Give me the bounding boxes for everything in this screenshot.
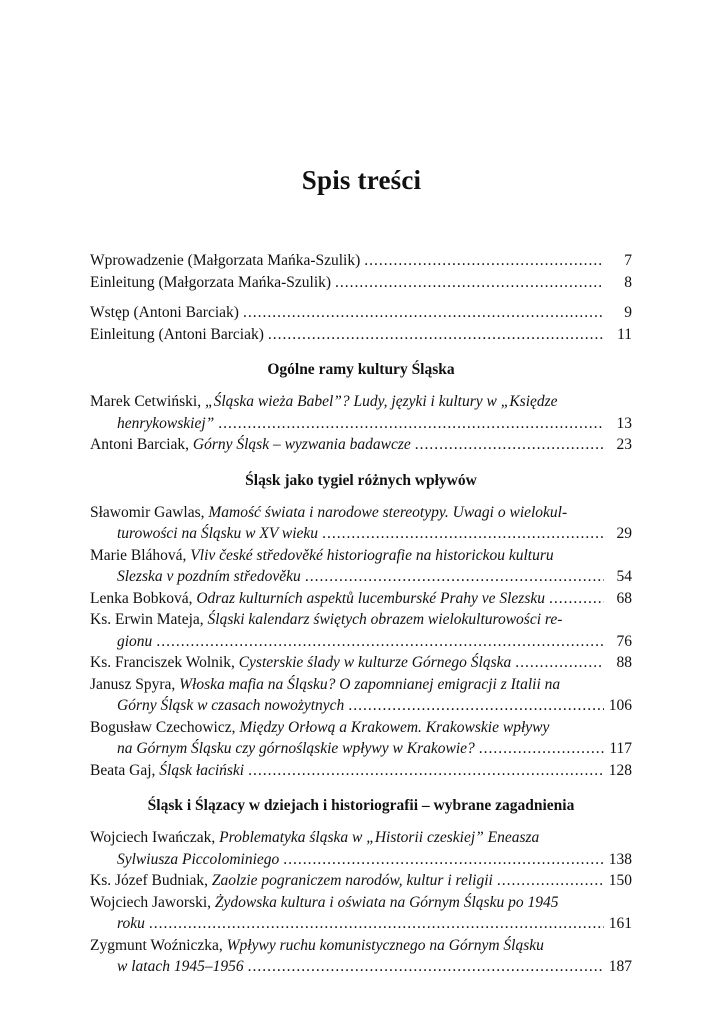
toc-entry-line bbox=[90, 525, 632, 547]
dot-leader bbox=[549, 590, 604, 608]
dot-leader bbox=[268, 326, 604, 344]
dot-leader bbox=[283, 851, 604, 869]
toc-entry-line bbox=[90, 547, 632, 569]
toc-entry-line bbox=[90, 611, 632, 633]
entry-author: Bogusław Czechowicz, bbox=[90, 718, 240, 736]
toc-entry[interactable] bbox=[90, 274, 632, 296]
page-number: 187 bbox=[608, 958, 632, 975]
page-number: 29 bbox=[616, 525, 632, 542]
table-of-contents bbox=[90, 252, 632, 980]
toc-entry-text bbox=[90, 872, 493, 890]
toc-entry-line bbox=[90, 252, 632, 274]
entry-title: Górny Śląsk – wyzwania badawcze bbox=[192, 436, 411, 453]
toc-entry[interactable] bbox=[90, 393, 632, 436]
toc-entry-text bbox=[90, 937, 544, 955]
toc-entry[interactable] bbox=[90, 676, 632, 719]
dot-leader bbox=[348, 697, 604, 715]
dot-leader bbox=[248, 762, 604, 780]
page-number: 11 bbox=[617, 325, 632, 343]
toc-entry-text bbox=[90, 719, 549, 737]
page-number: 13 bbox=[616, 414, 632, 432]
toc-entry-text bbox=[90, 762, 244, 780]
toc-entry[interactable] bbox=[90, 719, 632, 762]
toc-entry-text bbox=[90, 436, 411, 454]
dot-leader bbox=[218, 415, 604, 433]
toc-entry-line bbox=[90, 851, 632, 873]
toc-entry[interactable] bbox=[90, 304, 632, 326]
entry-title: Włoska mafia na Śląsku? O zapomnianej emigracji z Italii na bbox=[179, 675, 561, 693]
entry-author: Zygmunt Woźniczka, bbox=[90, 936, 227, 954]
toc-entry-text: Wprowadzenie (Małgorzata Mańka-Szulik) bbox=[90, 252, 361, 269]
page-title: Spis treści bbox=[301, 165, 422, 195]
toc-entry[interactable] bbox=[90, 654, 632, 676]
dot-leader bbox=[497, 872, 604, 890]
toc-entry-text bbox=[90, 547, 554, 565]
toc-entry-line bbox=[90, 740, 632, 762]
entry-title: roku bbox=[117, 915, 145, 932]
page-number: 68 bbox=[616, 589, 632, 607]
dot-leader bbox=[248, 958, 604, 976]
section-heading: Śląsk i Ślązacy w dziejach i historiografii – wybrane zagadnienia bbox=[147, 797, 575, 814]
section-heading: Ogólne ramy kultury Śląska bbox=[267, 361, 455, 378]
page-number: 54 bbox=[616, 568, 632, 585]
entry-title: Slezska v pozdním středověku bbox=[117, 568, 301, 585]
entry-title: Żydowska kultura i oświata na Górnym Śląsku po 1945 bbox=[214, 893, 559, 911]
dot-leader bbox=[415, 436, 604, 454]
entry-author: Marek Cetwiński, bbox=[90, 393, 205, 410]
page-number: 7 bbox=[624, 252, 632, 269]
entry-title: Odraz kulturních aspektů lucemburské Prahy ve Slezsku bbox=[196, 589, 545, 607]
toc-entry-text bbox=[90, 894, 558, 912]
entry-author: Beata Gaj, bbox=[90, 761, 160, 779]
toc-entry-line bbox=[90, 568, 632, 590]
toc-entry[interactable] bbox=[90, 547, 632, 590]
toc-entry-text bbox=[90, 676, 560, 694]
toc-entry-text: Einleitung (Antoni Barciak) bbox=[90, 325, 264, 343]
toc-entry-line bbox=[90, 719, 632, 741]
entry-title: Śląsk łaciński bbox=[159, 761, 245, 779]
toc-entry-text bbox=[117, 525, 318, 543]
toc-entry-text bbox=[90, 611, 562, 629]
toc-entry-text bbox=[90, 504, 567, 522]
toc-entry-text bbox=[117, 958, 244, 976]
entry-title: na Górnym Śląsku czy górnośląskie wpływy w Krakowie? bbox=[117, 740, 475, 757]
dot-leader bbox=[305, 568, 604, 586]
entry-title: henrykowskiej” bbox=[117, 414, 215, 432]
toc-entry-text bbox=[90, 654, 511, 672]
toc-entry-line bbox=[90, 326, 632, 348]
entry-title: Między Orłową a Krakowem. Krakowskie wpływy bbox=[239, 718, 550, 736]
toc-entry-line bbox=[90, 872, 632, 894]
entry-author: Wojciech Jaworski, bbox=[90, 893, 215, 911]
toc-entry-line bbox=[90, 504, 632, 526]
entry-author: Janusz Spyra, bbox=[90, 675, 180, 693]
toc-entry-text: Wstęp (Antoni Barciak) bbox=[90, 304, 239, 321]
entry-title: gionu bbox=[117, 632, 153, 650]
entry-title: Sylwiusza Piccolominiego bbox=[117, 850, 280, 868]
dot-leader bbox=[479, 740, 604, 758]
toc-entry-line bbox=[90, 958, 632, 980]
toc-entry-line bbox=[90, 697, 632, 719]
dot-leader bbox=[335, 274, 604, 292]
toc-entry[interactable] bbox=[90, 590, 632, 612]
toc-entry-line bbox=[90, 676, 632, 698]
toc-entry[interactable] bbox=[90, 829, 632, 872]
dot-leader bbox=[322, 525, 604, 543]
toc-entry-line bbox=[90, 393, 632, 415]
toc-entry-line bbox=[90, 633, 632, 655]
dot-leader bbox=[156, 633, 604, 651]
toc-entry[interactable] bbox=[90, 611, 632, 654]
dot-leader bbox=[364, 252, 604, 270]
toc-entry-text bbox=[117, 633, 152, 651]
page-number: 9 bbox=[624, 304, 632, 321]
toc-entry-text bbox=[90, 393, 558, 411]
entry-title: Górny Śląsk w czasach nowożytnych bbox=[117, 697, 345, 714]
toc-entry-text bbox=[117, 697, 344, 715]
entry-title: w latach 1945–1956 bbox=[117, 958, 244, 975]
entry-title: Mamość świata i narodowe stereotypy. Uwagi o wielokul- bbox=[208, 503, 568, 521]
toc-entry-line bbox=[90, 937, 632, 959]
entry-author: Marie Bláhová, bbox=[90, 546, 191, 564]
toc-entry-line bbox=[90, 274, 632, 296]
toc-entry[interactable] bbox=[90, 326, 632, 348]
toc-entry-text bbox=[117, 415, 214, 433]
toc-entry-line bbox=[90, 436, 632, 458]
entry-author: Ks. Józef Budniak, bbox=[90, 872, 212, 889]
entry-title: turowości na Śląsku w XV wieku bbox=[117, 525, 319, 542]
page-number: 76 bbox=[616, 632, 632, 650]
toc-entry-line bbox=[90, 894, 632, 916]
page-number: 161 bbox=[608, 915, 632, 932]
toc-entry[interactable] bbox=[90, 436, 632, 458]
entry-author: Sławomir Gawlas, bbox=[90, 503, 209, 521]
toc-entry[interactable] bbox=[90, 894, 632, 937]
dot-leader bbox=[149, 915, 604, 933]
toc-entry-text bbox=[117, 915, 145, 933]
toc-entry-line bbox=[90, 762, 632, 784]
page-number: 106 bbox=[608, 697, 632, 714]
page-number: 117 bbox=[609, 740, 632, 757]
entry-title: Cysterskie ślady w kulturze Górnego Śląska bbox=[238, 654, 512, 671]
section-heading: Śląsk jako tygiel różnych wpływów bbox=[245, 471, 477, 489]
page-number: 88 bbox=[616, 654, 632, 671]
toc-entry-text bbox=[117, 568, 301, 586]
entry-title: Wpływy ruchu komunistycznego na Górnym Śląsku bbox=[226, 936, 544, 954]
toc-entry-text bbox=[117, 851, 279, 869]
toc-entry[interactable] bbox=[90, 252, 632, 274]
toc-entry-line bbox=[90, 415, 632, 437]
toc-entry[interactable] bbox=[90, 504, 632, 547]
toc-entry-text: Einleitung (Małgorzata Mańka-Szulik) bbox=[90, 273, 332, 291]
page-number: 138 bbox=[608, 850, 632, 868]
toc-entry-text bbox=[90, 829, 539, 847]
toc-entry-line bbox=[90, 915, 632, 937]
dot-leader bbox=[515, 654, 604, 672]
entry-title: „Śląska wieża Babel”? Ludy, języki i kultury w „Księdze bbox=[204, 393, 558, 410]
toc-entry-text bbox=[90, 590, 545, 608]
entry-title: Vliv české středověké historiografie na historickou kulturu bbox=[190, 546, 554, 564]
page-number: 8 bbox=[624, 273, 632, 291]
toc-entry[interactable] bbox=[90, 937, 632, 980]
entry-author: Ks. Franciszek Wolnik, bbox=[90, 654, 239, 671]
group-spacer bbox=[90, 295, 632, 304]
dot-leader bbox=[243, 304, 604, 322]
entry-author: Ks. Erwin Mateja, bbox=[90, 611, 208, 628]
entry-title: Zaolzie pograniczem narodów, kultur i religii bbox=[211, 872, 493, 889]
page-number: 128 bbox=[608, 761, 632, 779]
toc-entry[interactable] bbox=[90, 872, 632, 894]
toc-entry-line bbox=[90, 590, 632, 612]
toc-entry[interactable] bbox=[90, 762, 632, 784]
page-number: 150 bbox=[608, 872, 632, 889]
entry-title: Problematyka śląska w „Historii czeskiej” Eneasza bbox=[219, 829, 540, 846]
toc-entry-line bbox=[90, 304, 632, 326]
entry-author: Wojciech Iwańczak, bbox=[90, 829, 220, 846]
toc-entry-text bbox=[117, 740, 475, 758]
entry-title: Śląski kalendarz świętych obrazem wielokulturowości re- bbox=[207, 611, 563, 628]
entry-author: Lenka Bobková, bbox=[90, 589, 197, 607]
page-number: 23 bbox=[616, 436, 632, 453]
toc-entry-line bbox=[90, 654, 632, 676]
entry-author: Antoni Barciak, bbox=[90, 436, 193, 453]
toc-entry-line bbox=[90, 829, 632, 851]
